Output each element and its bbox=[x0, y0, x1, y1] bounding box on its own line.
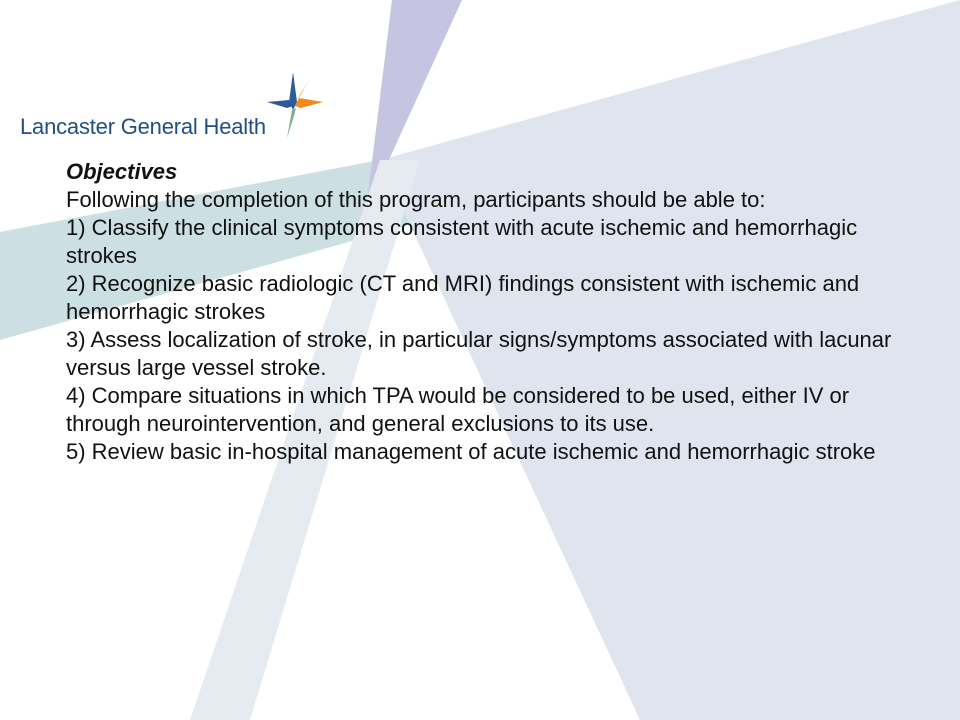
lancaster-general-health-logo bbox=[20, 72, 330, 142]
objectives-intro: Following the completion of this program, participants should be able to: bbox=[66, 187, 766, 212]
objective-item-2: 2) Recognize basic radiologic (CT and MRI) findings consistent with ischemic and hemorrhagic strokes bbox=[66, 271, 860, 324]
objective-item-3: 3) Assess localization of stroke, in particular signs/symptoms associated with lacunar versus large vessel stroke. bbox=[66, 327, 892, 380]
logo-wordmark: Lancaster General Health bbox=[20, 114, 266, 139]
objective-item-4: 4) Compare situations in which TPA would be considered to be used, either IV or through neurointervention, and general exclusions to its use. bbox=[66, 383, 850, 436]
objective-item-1: 1) Classify the clinical symptoms consistent with acute ischemic and hemorrhagic strokes bbox=[66, 215, 858, 268]
objective-item-5: 5) Review basic in-hospital management of acute ischemic and hemorrhagic stroke bbox=[66, 439, 876, 464]
compass-star-icon bbox=[267, 72, 323, 138]
objectives-text-block bbox=[66, 158, 896, 466]
objectives-heading: Objectives bbox=[66, 159, 178, 184]
